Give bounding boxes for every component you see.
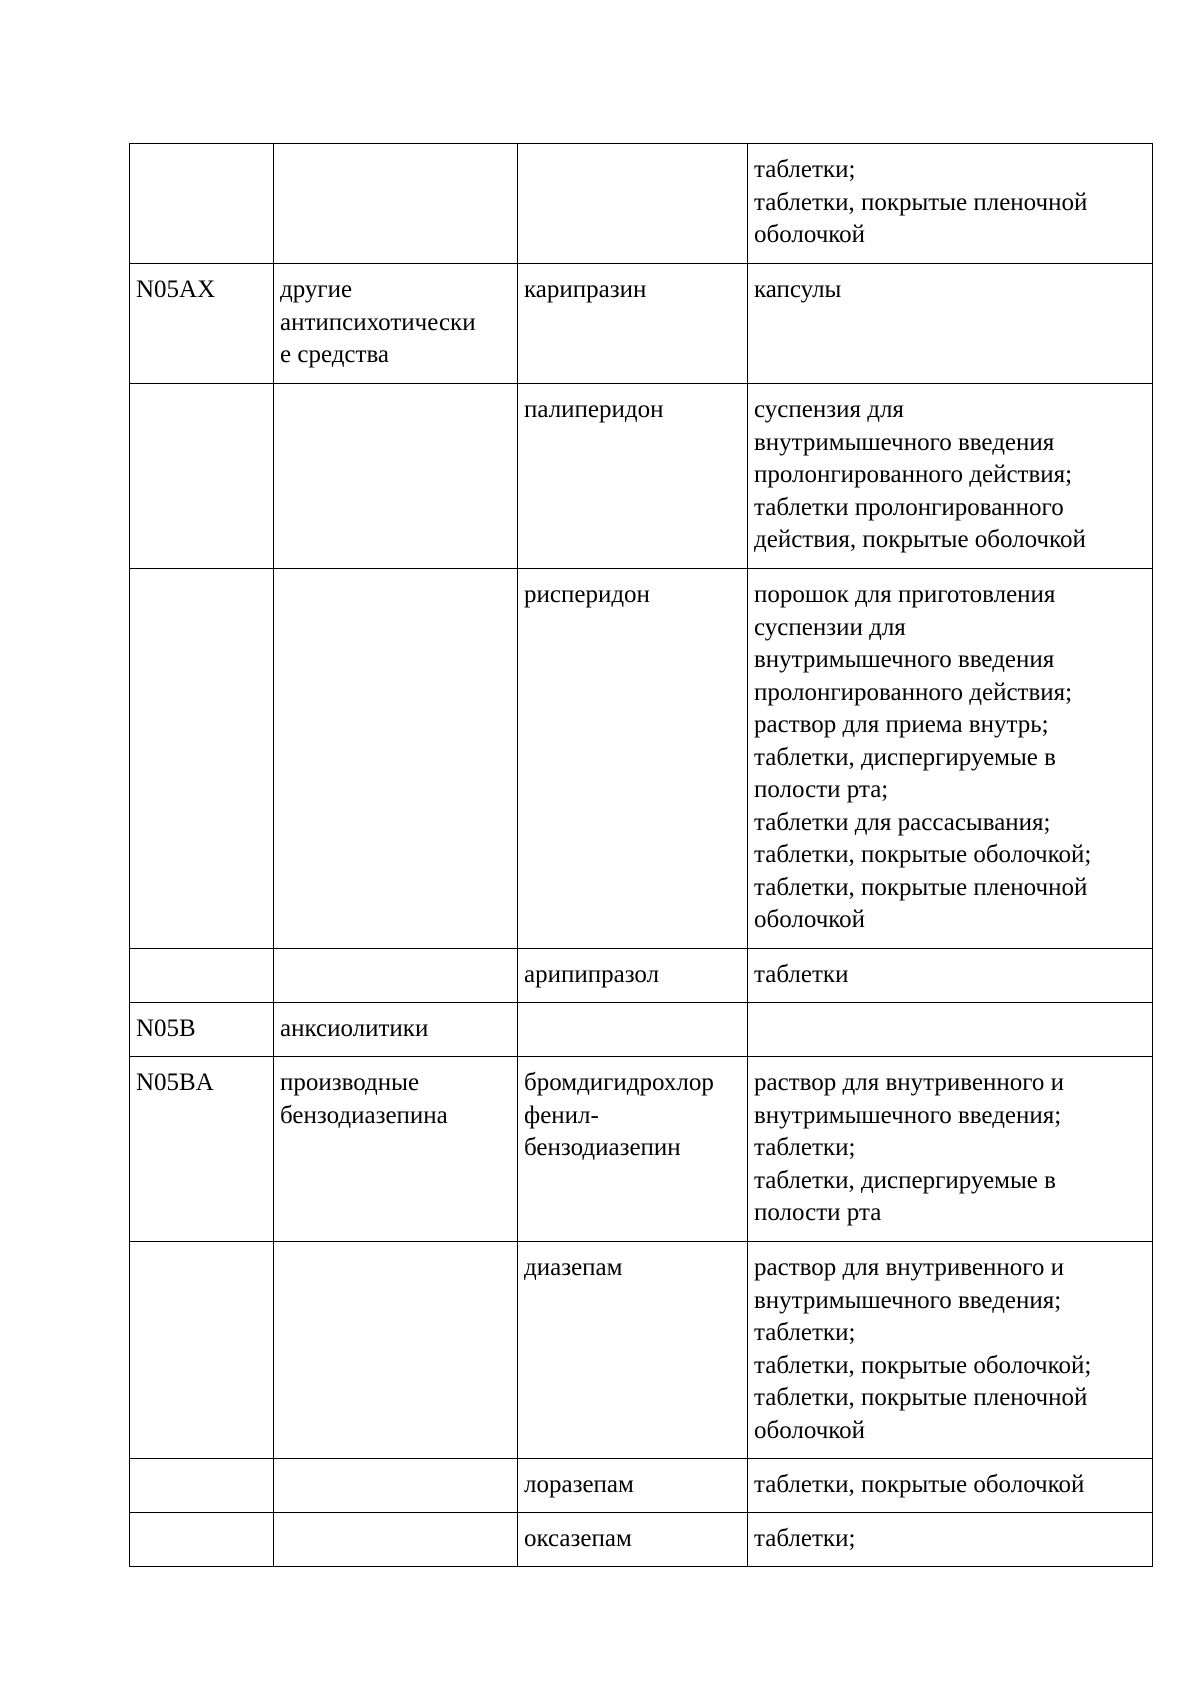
drug-cell	[518, 1459, 748, 1513]
table-row	[130, 384, 1153, 569]
atc-code-cell	[130, 264, 274, 384]
group-name: производные бензодиазепина	[280, 1069, 448, 1129]
drug-name: бромдигидрохлор фенил- бензодиазепин	[524, 1069, 714, 1161]
forms-cell	[748, 144, 1153, 264]
table-row	[130, 264, 1153, 384]
dosage-forms: суспензия для внутримышечного введения пролонгированного действия; таблетки пролонгированного действия, покрытые оболочкой	[754, 396, 1086, 553]
drug-name: карипразин	[524, 276, 647, 303]
dosage-forms: таблетки	[754, 961, 849, 988]
drug-cell	[518, 1513, 748, 1567]
table-row	[130, 1057, 1153, 1242]
forms-cell	[748, 949, 1153, 1003]
group-cell	[274, 144, 518, 264]
dosage-forms: таблетки, покрытые оболочкой	[754, 1471, 1085, 1498]
atc-code-cell	[130, 144, 274, 264]
forms-cell	[748, 1057, 1153, 1242]
group-name: другие антипсихотически е средства	[280, 276, 476, 368]
atc-code-cell	[130, 1003, 274, 1057]
atc-code-cell	[130, 569, 274, 949]
table-row	[130, 1513, 1153, 1567]
forms-cell	[748, 1003, 1153, 1057]
table-row	[130, 1459, 1153, 1513]
atc-code-cell	[130, 1057, 274, 1242]
dosage-forms: раствор для внутривенного и внутримышечного введения; таблетки; таблетки, диспергируемые в полости рта	[754, 1069, 1065, 1226]
table-row	[130, 144, 1153, 264]
group-cell	[274, 1242, 518, 1459]
group-cell	[274, 264, 518, 384]
table-row	[130, 1242, 1153, 1459]
forms-cell	[748, 384, 1153, 569]
atc-code: N05B	[136, 1015, 196, 1042]
drug-name: палиперидон	[524, 396, 664, 423]
dosage-forms: раствор для внутривенного и внутримышечного введения; таблетки; таблетки, покрытые оболочкой; таблетки, покрытые пленочной оболочкой	[754, 1254, 1092, 1444]
atc-code: N05BA	[136, 1069, 214, 1096]
group-cell	[274, 1459, 518, 1513]
forms-cell	[748, 1513, 1153, 1567]
drug-cell	[518, 264, 748, 384]
drug-cell	[518, 1057, 748, 1242]
drug-cell	[518, 1003, 748, 1057]
drug-cell	[518, 949, 748, 1003]
group-cell	[274, 384, 518, 569]
drug-cell	[518, 569, 748, 949]
dosage-forms: порошок для приготовления суспензии для внутримышечного введения пролонгированного действия; раствор для приема внутрь; таблетки, диспергируемые в полости рта; таблетки для рассасывания; таблетки, покрытые оболочкой; таблетки, покрытые пленочной оболочкой	[754, 581, 1092, 933]
atc-code-cell	[130, 1459, 274, 1513]
dosage-forms: таблетки;	[754, 1525, 856, 1552]
drug-name: арипипразол	[524, 961, 660, 988]
dosage-forms: таблетки; таблетки, покрытые пленочной оболочкой	[754, 156, 1088, 248]
drug-name: диазепам	[524, 1254, 623, 1281]
forms-cell	[748, 264, 1153, 384]
atc-code-cell	[130, 1513, 274, 1567]
drug-name: лоразепам	[524, 1471, 634, 1498]
atc-code-cell	[130, 949, 274, 1003]
drug-cell	[518, 384, 748, 569]
table-row	[130, 949, 1153, 1003]
forms-cell	[748, 1242, 1153, 1459]
table-row	[130, 1003, 1153, 1057]
drug-table	[129, 143, 1153, 1567]
drug-name: рисперидон	[524, 581, 650, 608]
group-cell	[274, 1057, 518, 1242]
table-row	[130, 569, 1153, 949]
drug-name: оксазепам	[524, 1525, 632, 1552]
group-cell	[274, 949, 518, 1003]
dosage-forms: капсулы	[754, 276, 842, 303]
forms-cell	[748, 1459, 1153, 1513]
forms-cell	[748, 569, 1153, 949]
group-cell	[274, 1513, 518, 1567]
drug-cell	[518, 1242, 748, 1459]
atc-code-cell	[130, 384, 274, 569]
atc-code: N05AX	[136, 276, 216, 303]
drug-cell	[518, 144, 748, 264]
group-cell	[274, 569, 518, 949]
group-cell	[274, 1003, 518, 1057]
group-name: анксиолитики	[280, 1015, 429, 1042]
atc-code-cell	[130, 1242, 274, 1459]
